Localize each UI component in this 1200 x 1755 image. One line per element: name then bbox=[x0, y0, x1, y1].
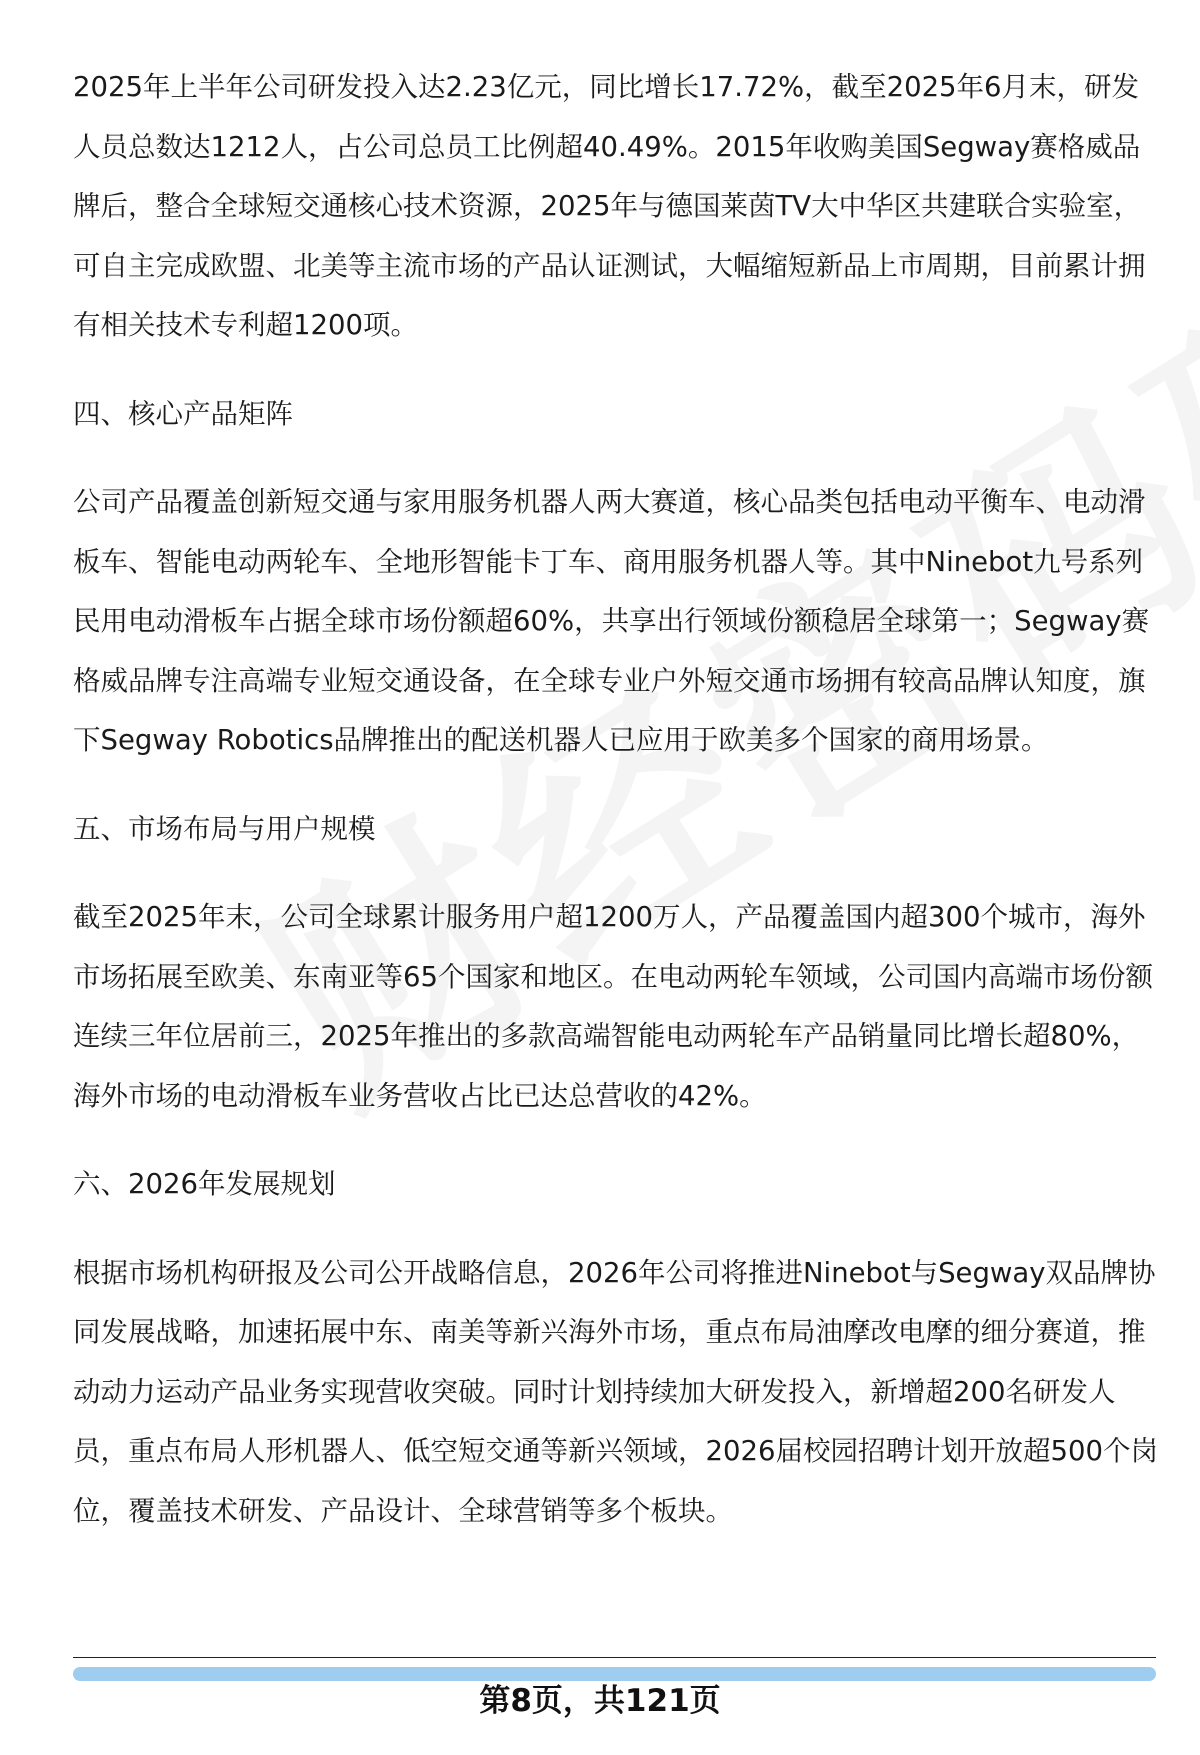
paragraph-2026-plan: 根据市场机构研报及公司公开战略信息，2026年公司将推进Ninebot与Segway双品牌协同发展战略，加速拓展中东、南美等新兴海外市场，重点布局油摩改电摩的细分赛道，推动动力运动产品业务实现营收突破。同时计划持续加大研发投入，新增超200名研发人员，重点布局人形机器人、低空短交通等新兴领域，2026届校园招聘计划开放超500个岗位，覆盖技术研发、产品设计、全球营销等多个板块。 bbox=[73, 1256, 1158, 1527]
spacer bbox=[73, 859, 1158, 888]
section-heading-2026-plan: 六、2026年发展规划 bbox=[73, 1168, 336, 1200]
spacer bbox=[73, 356, 1158, 385]
paragraph-market-layout: 截至2025年末，公司全球累计服务用户超1200万人，产品覆盖国内超300个城市，海外市场拓展至欧美、东南亚等65个国家和地区。在电动两轮车领域，公司国内高端市场份额连续三年位居前三，2025年推出的多款高端智能电动两轮车产品销量同比增长超80%，海外市场的电动滑板车业务营收占比已达总营收的42%。 bbox=[73, 901, 1153, 1112]
spacer bbox=[73, 771, 1158, 800]
section-heading-market-layout: 五、市场布局与用户规模 bbox=[73, 812, 376, 845]
page-number: 第8页，共121页 bbox=[479, 1683, 721, 1719]
paragraph-rd-investment: 2025年上半年公司研发投入达2.23亿元，同比增长17.72%，截至2025年6月末，研发人员总数达1212人，占公司总员工比例超40.49%。2015年收购美国Segway赛格威品牌后，整合全球短交通核心技术资源，2025年与德国莱茵TV大中华区共建联合实验室，可自主完成欧盟、北美等主流市场的产品认证测试，大幅缩短新品上市周期，目前累计拥有相关技术专利超1200项。 bbox=[73, 71, 1146, 341]
paragraph-product-matrix: 公司产品覆盖创新短交通与家用服务机器人两大赛道，核心品类包括电动平衡车、电动滑板车、智能电动两轮车、全地形智能卡丁车、商用服务机器人等。其中Ninebot九号系列民用电动滑板车占据全球市场份额超60%，共享出行领域份额稳居全球第一；Segway赛格威品牌专注高端专业短交通设备，在全球专业户外短交通市场拥有较高品牌认知度，旗下Segway Robotics品牌推出的配送机器人已应用于欧美多个国家的商用场景。 bbox=[73, 486, 1150, 756]
spacer bbox=[73, 1126, 1158, 1155]
document-body bbox=[73, 58, 1158, 1541]
spacer bbox=[73, 444, 1158, 473]
footer-divider bbox=[73, 1657, 1156, 1658]
section-heading-product-matrix: 四、核心产品矩阵 bbox=[73, 397, 293, 430]
spacer bbox=[73, 1215, 1158, 1244]
